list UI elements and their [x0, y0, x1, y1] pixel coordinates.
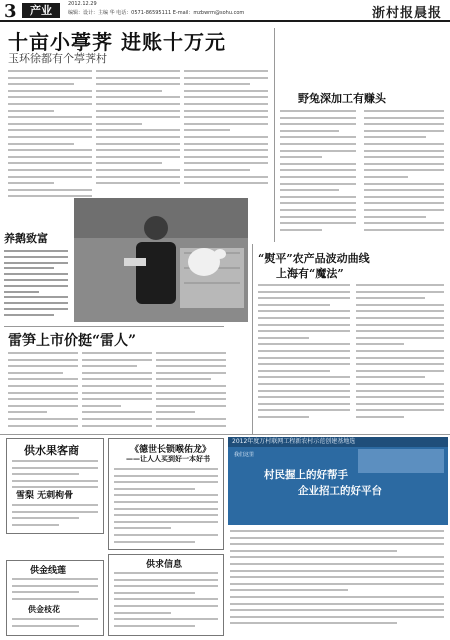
ad-title-book: 《德世长锁喉佑龙》	[130, 445, 212, 455]
banner-top-strip	[228, 437, 448, 447]
banner-headline-1: 村民握上的好帮手	[264, 469, 348, 481]
ad-text-fruit-2	[12, 504, 98, 530]
page-number: 3	[4, 1, 17, 22]
lead-column-1	[8, 70, 92, 202]
ad-text-plant	[12, 578, 98, 604]
section-divider	[4, 326, 224, 327]
promo-banner	[228, 437, 448, 525]
right-top-headline: 野兔深加工有赚头	[298, 92, 386, 105]
left-bottom-column-1	[8, 352, 78, 431]
banner-photo	[358, 449, 444, 473]
column-divider	[252, 244, 253, 434]
lead-headline: 十亩小葶荠 进账十万元	[8, 30, 226, 54]
photo-caption-text	[4, 250, 68, 320]
banner-kicker: 我们这里	[234, 452, 255, 458]
right-top-column-2	[364, 110, 444, 235]
banner-headline-2: 企业招工的好平台	[298, 485, 382, 497]
ad-text-book	[114, 468, 218, 547]
ad-text-plant-2	[12, 618, 98, 631]
farmer-photo-illustration	[74, 198, 248, 322]
ad-title-supply: 供求信息	[146, 560, 183, 570]
ad-line-fruit: 雪梨 无刺枸骨	[16, 491, 74, 501]
mid-column-1	[258, 284, 350, 422]
left-bottom-column-3	[156, 352, 226, 431]
left-bottom-column-2	[82, 352, 152, 431]
ad-section-divider	[0, 434, 450, 435]
ad-line-plant: 供金枝花	[28, 604, 60, 614]
lead-column-3	[184, 70, 268, 189]
page-header	[0, 0, 450, 22]
photo-caption-title: 养鹅致富	[4, 232, 48, 245]
editorial-info: 编辑：设计：主编 华 电话：0571-86595111 E-mail：mzbwrm@sohu.com	[68, 10, 245, 16]
news-photo	[74, 198, 248, 322]
ad-text-supply	[114, 572, 218, 631]
mid-headline-line2: 上海有“魔法”	[276, 267, 344, 280]
left-bottom-headline: 雷笋上市价挺“雷人”	[8, 333, 137, 349]
mid-headline-line1: “熨平”农产品波动曲线	[258, 252, 370, 265]
ad-subtitle-book: ——让人人买到好一本好书	[126, 454, 210, 463]
masthead: 浙村报晨报	[371, 6, 442, 21]
right-top-column-1	[280, 110, 356, 235]
mid-column-2	[356, 284, 444, 422]
ad-title-plant: 供金线莲	[30, 566, 67, 576]
issue-date: 2012.12.29	[68, 1, 97, 7]
banner-top-text: 2012年度万村联网工程新农村示范创建基地选	[232, 438, 356, 445]
section-tag: 产业	[22, 3, 60, 18]
lead-subhead: 玉环徐都有个葶荠村	[8, 52, 107, 65]
lead-column-2	[96, 70, 180, 189]
bottom-right-article	[230, 530, 444, 629]
column-divider	[274, 28, 275, 242]
ad-title-fruit: 供水果客商	[24, 444, 79, 457]
